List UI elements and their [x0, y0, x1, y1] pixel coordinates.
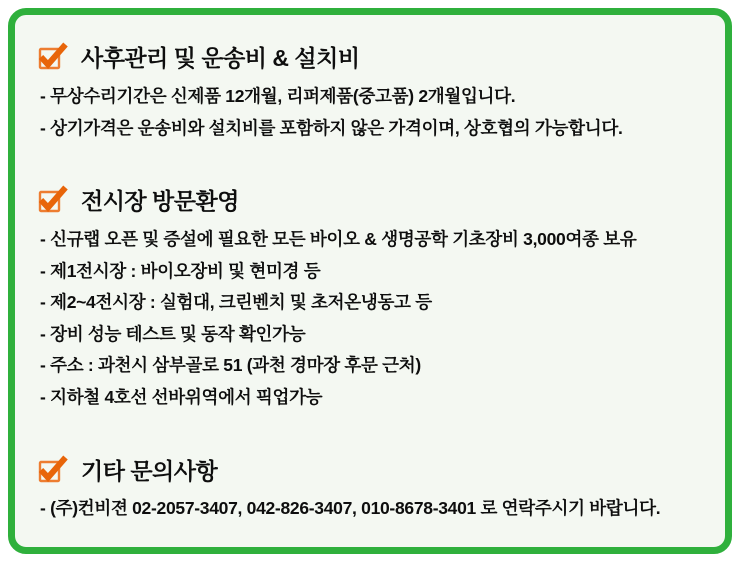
checkbox-checkmark [41, 45, 66, 65]
list-item: - 주소 : 과천시 삼부골로 51 (과천 경마장 후문 근처) [40, 355, 421, 375]
list-item: - 무상수리기간은 신제품 12개월, 리퍼제품(중고품) 2개월입니다. [40, 86, 516, 106]
checked-checkbox-icon [38, 185, 68, 213]
section-item-list [40, 493, 703, 525]
checkbox-checkmark [41, 458, 66, 478]
checked-checkbox-icon [38, 455, 68, 483]
section-heading [38, 41, 703, 71]
section-contact [38, 454, 703, 525]
section-title: 기타 문의사항 [81, 457, 218, 484]
list-item: - 상기가격은 운송비와 설치비를 포함하지 않은 가격이며, 상호협의 가능합니다. [40, 117, 623, 138]
list-item: - 제1전시장 : 바이오장비 및 현미경 등 [40, 260, 321, 281]
list-item: - 지하철 4호선 선바위역에서 픽업가능 [40, 386, 323, 407]
list-item: - 장비 성능 테스트 및 동작 확인가능 [40, 323, 306, 344]
notice-panel [8, 8, 732, 554]
list-item: - 제2~4전시장 : 실험대, 크린벤치 및 초저온냉동고 등 [40, 292, 432, 312]
section-item-list [40, 81, 703, 144]
list-item: - 신규랩 오픈 및 증설에 필요한 모든 바이오 & 생명공학 기초장비 3,000여종 보유 [40, 229, 637, 249]
section-aftercare [38, 41, 703, 144]
section-heading [38, 184, 703, 214]
section-title: 전시장 방문환영 [81, 187, 239, 214]
checkbox-checkmark [41, 188, 66, 208]
section-showroom [38, 184, 703, 413]
checked-checkbox-icon [38, 42, 68, 70]
section-title: 사후관리 및 운송비 & 설치비 [81, 44, 360, 71]
list-item: - (주)컨비젼 02-2057-3407, 042-826-3407, 010-8678-3401 로 연락주시기 바랍니다. [40, 498, 661, 518]
section-heading [38, 454, 703, 484]
section-item-list [40, 224, 703, 413]
